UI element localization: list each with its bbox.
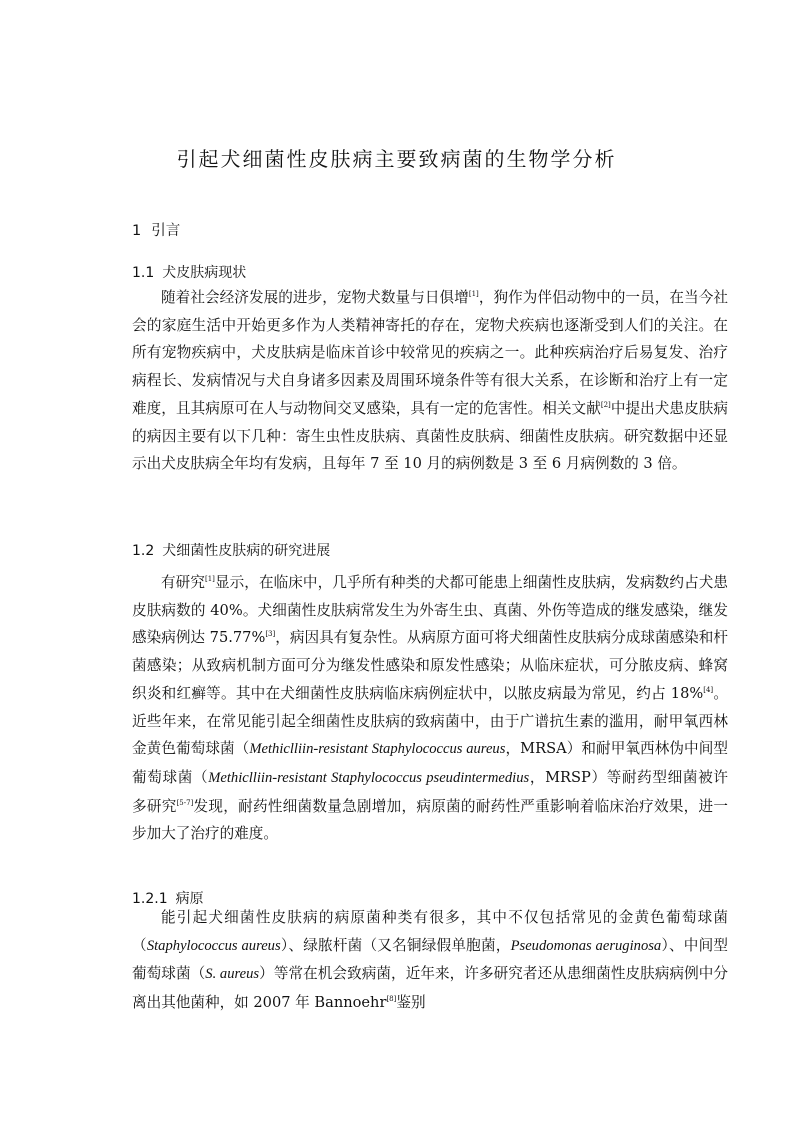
paragraph-text: 随着社会经济发展的进步，宠物犬数量与日俱增 [161,289,469,306]
subsection-label: 病原 [175,891,204,907]
citation-ref: [5-7] [176,798,194,807]
paragraph-text: 发现，耐药性细菌数量急剧增加，病原菌的耐药性严重影响着临床治疗效果，进一步加大了治疗的难度。 [132,797,728,843]
paragraph-text: 有研究 [161,574,205,591]
citation-ref: [4] [703,685,714,694]
subsection-label: 犬皮肤病现状 [162,265,247,281]
paragraph-text: 。近些年来，在常见能引起全细菌性皮肤病的致病菌中，由于广谱抗生素的滥用，耐甲氧西林金黄色葡萄球菌（ [132,684,728,758]
subsection-label: 犬细菌性皮肤病的研究进展 [162,543,331,559]
paragraph-text: ，MRSA）和耐甲氧西林伪中间型葡萄球菌（ [132,740,728,786]
paragraph-text: ）、中间型葡萄球菌（ [132,936,729,983]
section-label: 引言 [151,223,181,239]
paragraph-dog-skin-disease-status [132,284,728,478]
citation-ref: [2] [600,400,611,409]
subsection-heading-1-1 [132,262,246,282]
subsection-heading-1-2 [132,540,330,560]
species-name: Staphylococcus aureus [146,937,281,954]
citation-ref: [1] [468,290,479,298]
subsection-number: 1.1 [132,265,155,281]
subsection-number: 1.2 [132,543,155,559]
paragraph-bacterial-skin-disease-progress [132,569,728,848]
citation-ref: [1] [204,575,215,583]
paragraph-text: 显示，在临床中，几乎所有种类的犬都可能患上细菌性皮肤病，发病数约占犬患皮肤病数的 40%。犬细菌性皮肤病常发生为外寄生虫、真菌、外伤等造成的继发感染，继发感染病例达 75.77% [132,574,728,647]
paragraph-text: ）等常在机会致病菌，近年来，许多研究者还从患细菌性皮肤病病例中分离出其他菌种，如 2007 年 Bannoehr [132,965,728,1012]
paragraph-text: ，病因具有复杂性。从病原方面可将犬细菌性皮肤病分成球菌感染和杆菌感染；从致病机制方面可分为继发性感染和原发性感染；从临床症状，可分脓皮病、蜂窝织炎和红癣等。其中在犬细菌性皮肤病临床病例症状中，以脓皮病最为常见，约占 18% [132,629,728,702]
species-name: S. aureus [205,966,260,983]
paragraph-text: 能引起犬细菌性皮肤病的病原菌种类有很多，其中不仅包括常见的金黄色葡萄球菌（ [132,909,728,954]
citation-ref: [3] [265,630,276,639]
paragraph-pathogens [132,904,728,1017]
section-number: 1 [132,223,142,239]
species-name: Pseudomonas aeruginosa [510,937,662,954]
paragraph-text: 鉴别 [396,994,426,1012]
citation-ref: [8] [386,995,397,1004]
species-name: Methiclliin-resistant Staphylococcus aureus [249,741,506,758]
paragraph-text: 中提出犬患皮肤病的病因主要有以下几种：寄生虫性皮肤病、真菌性皮肤病、细菌性皮肤病。研究数据中还显示出犬皮肤病全年均有发病，且每年 7 至 10 月的病例数是 3 至 6 月病例数的 3 倍。 [132,399,728,473]
subsection-number: 1.2.1 [132,891,168,907]
section-heading-introduction [132,219,180,240]
document-title: 引起犬细菌性皮肤病主要致病菌的生物学分析 [176,147,617,171]
paragraph-text: ，狗作为伴侣动物中的一员，在当今社会的家庭生活中开始更多作为人类精神寄托的存在，宠物犬疾病也逐渐受到人们的关注。在所有宠物疾病中，犬皮肤病是临床首诊中较常见的疾病之一。此种疾病治疗后易复发、治疗病程长、发病情况与犬自身诸多因素及周围环境条件等有很大关系，在诊断和治疗上有一定难度，且其病原可在人与动物间交叉感染，具有一定的危害性。相关文献 [132,289,728,417]
paragraph-text: ，MRSP）等耐药型细菌被许多研究 [132,768,728,815]
paragraph-text: ）、绿脓杆菌（又名铜绿假单胞菌， [280,936,511,954]
species-name: Methiclliin-resistant Staphylococcus pseudintermedius [208,769,530,786]
